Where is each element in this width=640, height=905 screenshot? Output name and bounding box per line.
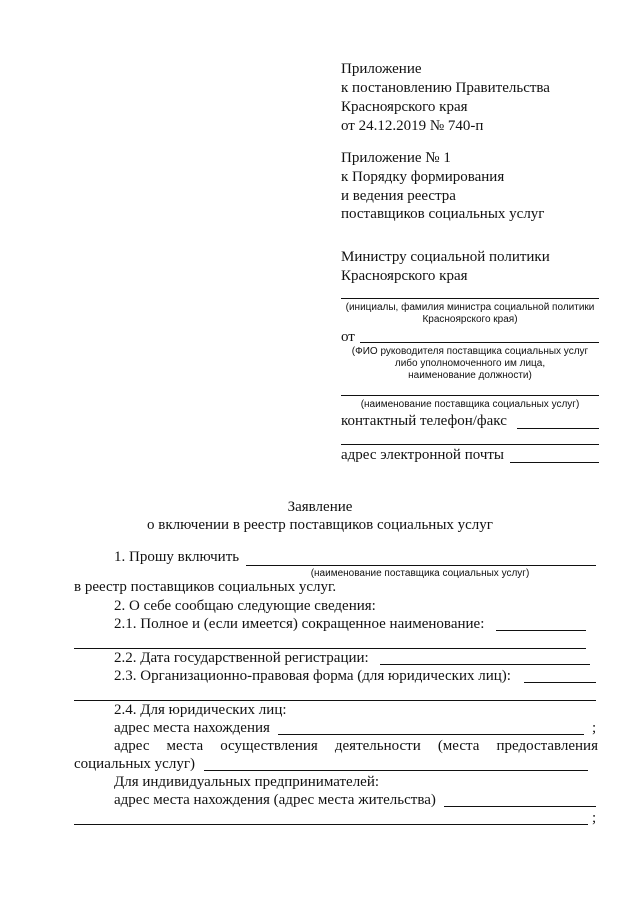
- item24-location-field[interactable]: [278, 734, 584, 735]
- ip-address-label: адрес места нахождения (адрес места жительства): [114, 792, 436, 808]
- item1-label: 1. Прошу включить: [114, 549, 240, 565]
- appendix1-line-2: к Порядку формирования: [341, 169, 505, 185]
- activity-word-5: (места: [437, 738, 480, 754]
- ip-heading: Для индивидуальных предпринимателей:: [114, 774, 380, 790]
- item24-location-semicolon: ;: [592, 720, 597, 736]
- item24-location-label: адрес места нахождения: [114, 720, 270, 736]
- item24-activity-field[interactable]: [204, 770, 588, 771]
- item21-label: 2.1. Полное и (если имеется) сокращенное наименование:: [114, 616, 485, 632]
- provider-hint: (наименование поставщика социальных услуг): [360, 399, 580, 410]
- item24-activity-line: [114, 737, 598, 755]
- appendix-line-4: от 24.12.2019 № 740-п: [341, 118, 484, 134]
- appendix1-line-3: и ведения реестра: [341, 188, 456, 204]
- appendix-line-2: к постановлению Правительства: [341, 80, 550, 96]
- document-subtitle: о включении в реестр поставщиков социальных услуг: [147, 517, 493, 533]
- ip-address-field[interactable]: [444, 806, 596, 807]
- activity-word-6: предоставления: [496, 738, 598, 754]
- appendix1-line-4: поставщиков социальных услуг: [341, 206, 545, 222]
- email-label: адрес электронной почты: [341, 447, 505, 463]
- document-title: Заявление: [287, 499, 353, 515]
- item22-field[interactable]: [380, 664, 590, 665]
- item1-continuation: в реестр поставщиков социальных услуг.: [74, 579, 337, 595]
- phone-label: контактный телефон/факс: [341, 413, 507, 429]
- activity-word-4: деятельности: [334, 738, 421, 754]
- item21-field[interactable]: [496, 630, 586, 631]
- from-label: от: [341, 329, 355, 345]
- ip-address-field-2[interactable]: [74, 824, 588, 825]
- item24-heading: 2.4. Для юридических лиц:: [114, 702, 287, 718]
- from-hint-1: (ФИО руководителя поставщика социальных услуг: [351, 346, 589, 357]
- minister-hint-2: Красноярского края): [422, 314, 518, 325]
- minister-name-field[interactable]: [341, 298, 599, 299]
- item24-activity-continuation: социальных услуг): [74, 756, 195, 772]
- appendix1-line-1: Приложение № 1: [341, 150, 451, 166]
- phone-field-extra[interactable]: [341, 444, 599, 445]
- phone-field[interactable]: [517, 428, 599, 429]
- item22-label: 2.2. Дата государственной регистрации:: [114, 650, 369, 666]
- provider-name-field[interactable]: [341, 395, 599, 396]
- activity-word-1: адрес: [114, 738, 150, 754]
- addressee-line-2: Красноярского края: [341, 268, 468, 284]
- activity-word-3: осуществления: [220, 738, 318, 754]
- appendix-line-1: Приложение: [341, 61, 422, 77]
- item1-provider-field[interactable]: [246, 565, 596, 566]
- item23-field[interactable]: [524, 682, 596, 683]
- item23-label: 2.3. Организационно-правовая форма (для юридических лиц):: [114, 668, 511, 684]
- ip-address-semicolon: ;: [592, 810, 597, 826]
- activity-word-2: места: [166, 738, 204, 754]
- item2-heading: 2. О себе сообщаю следующие сведения:: [114, 598, 376, 614]
- appendix-line-3: Красноярского края: [341, 99, 468, 115]
- item1-hint: (наименование поставщика социальных услуг): [310, 568, 530, 579]
- from-field[interactable]: [360, 342, 599, 343]
- addressee-line-1: Министру социальной политики: [341, 249, 550, 265]
- email-field[interactable]: [510, 462, 599, 463]
- from-hint-2: либо уполномоченного им лица,: [394, 358, 546, 369]
- minister-hint-1: (инициалы, фамилия министра социальной политики: [345, 302, 595, 313]
- from-hint-3: наименование должности): [408, 370, 532, 381]
